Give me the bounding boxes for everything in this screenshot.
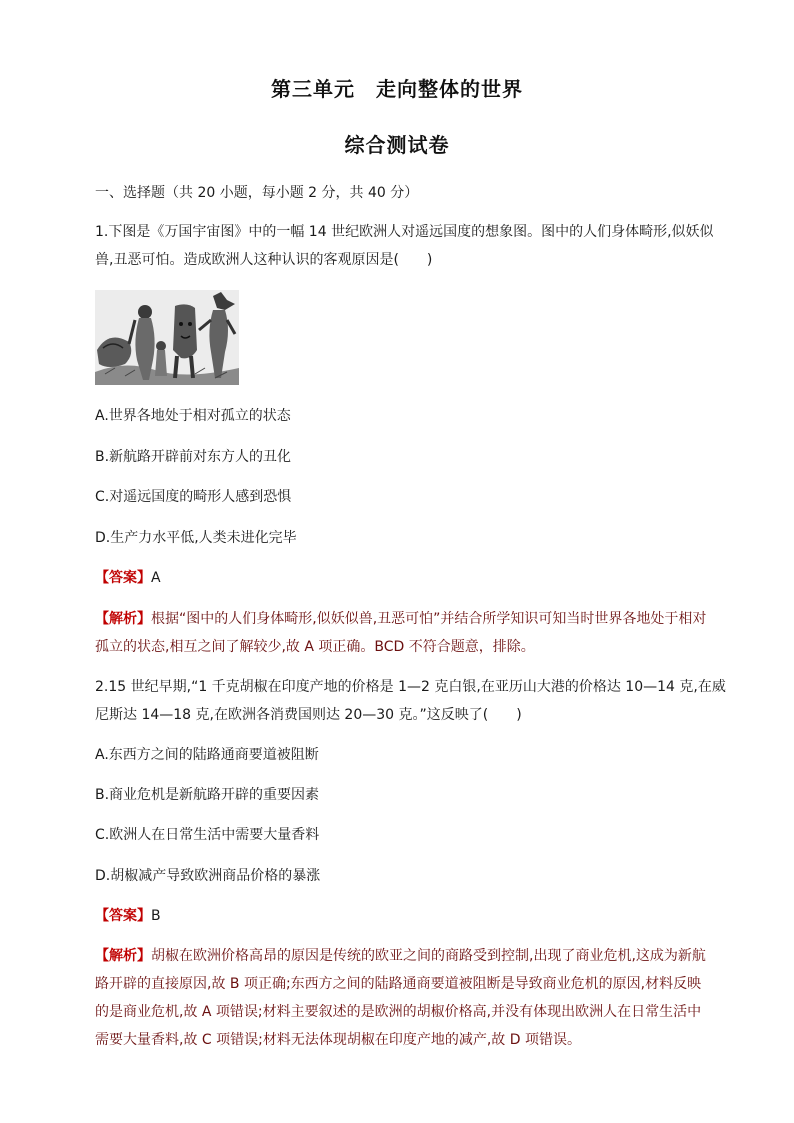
q1-option-c: C.对遥远国度的畸形人感到恐惧 — [95, 489, 292, 505]
q2-option-a: A.东西方之间的陆路通商要道被阻断 — [95, 747, 319, 763]
q1-answer — [95, 568, 161, 588]
q1-stem-line-2: 兽,丑恶可怕。造成欧洲人这种认识的客观原因是( ) — [95, 252, 433, 268]
q2-option-c: C.欧洲人在日常生活中需要大量香料 — [95, 827, 320, 843]
analysis-text: 根据“图中的人们身体畸形,似妖似兽,丑恶可怕”并结合所学知识可知当时世界各地处于相对 — [151, 611, 707, 627]
section-heading: 一、选择题（共 20 小题，每小题 2 分，共 40 分） — [95, 185, 419, 201]
q2-option-d: D.胡椒减产导致欧洲商品价格的暴涨 — [95, 868, 321, 884]
q2-analysis-line-1 — [95, 946, 706, 966]
unit-title: 第三单元 走向整体的世界 — [271, 77, 523, 101]
q2-answer — [95, 906, 161, 926]
answer-value: B — [151, 908, 161, 924]
answer-tag: 【答案】 — [95, 570, 151, 586]
answer-tag: 【答案】 — [95, 908, 151, 924]
answer-value: A — [151, 570, 161, 586]
analysis-tag: 【解析】 — [95, 611, 151, 627]
q2-analysis-line-4: 需要大量香料,故 C 项错误;材料无法体现胡椒在印度产地的减产,故 D 项错误。 — [95, 1032, 581, 1048]
q1-analysis-line-2: 孤立的状态,相互之间了解较少,故 A 项正确。BCD 不符合题意，排除。 — [95, 639, 535, 655]
analysis-text: 胡椒在欧洲价格高昂的原因是传统的欧亚之间的商路受到控制,出现了商业危机,这成为新航 — [151, 948, 706, 964]
q2-analysis-line-2: 路开辟的直接原因,故 B 项正确;东西方之间的陆路通商要道被阻断是导致商业危机的原因,材料反映 — [95, 976, 702, 992]
q2-analysis-line-3: 的是商业危机,故 A 项错误;材料主要叙述的是欧洲的胡椒价格高,并没有体现出欧洲人在日常生活中 — [95, 1004, 702, 1020]
q2-stem-line-1: 2.15 世纪早期,“1 千克胡椒在印度产地的价格是 1—2 克白银,在亚历山大港的价格达 10—14 克,在威 — [95, 679, 726, 695]
analysis-tag: 【解析】 — [95, 948, 151, 964]
q1-option-b: B.新航路开辟前对东方人的丑化 — [95, 449, 292, 465]
test-subtitle: 综合测试卷 — [344, 133, 450, 157]
q1-analysis-line-1 — [95, 609, 706, 629]
q1-option-d: D.生产力水平低,人类未进化完毕 — [95, 530, 297, 546]
q1-illustration — [95, 290, 239, 385]
q1-option-a: A.世界各地处于相对孤立的状态 — [95, 408, 291, 424]
monster-figures-image — [95, 290, 239, 385]
q1-stem-line-1: 1.下图是《万国宇宙图》中的一幅 14 世纪欧洲人对遥远国度的想象图。图中的人们身体畸形,似妖似 — [95, 224, 714, 240]
q2-stem-line-2: 尼斯达 14—18 克,在欧洲各消费国则达 20—30 克。”这反映了( ) — [95, 707, 522, 723]
q2-option-b: B.商业危机是新航路开辟的重要因素 — [95, 787, 320, 803]
